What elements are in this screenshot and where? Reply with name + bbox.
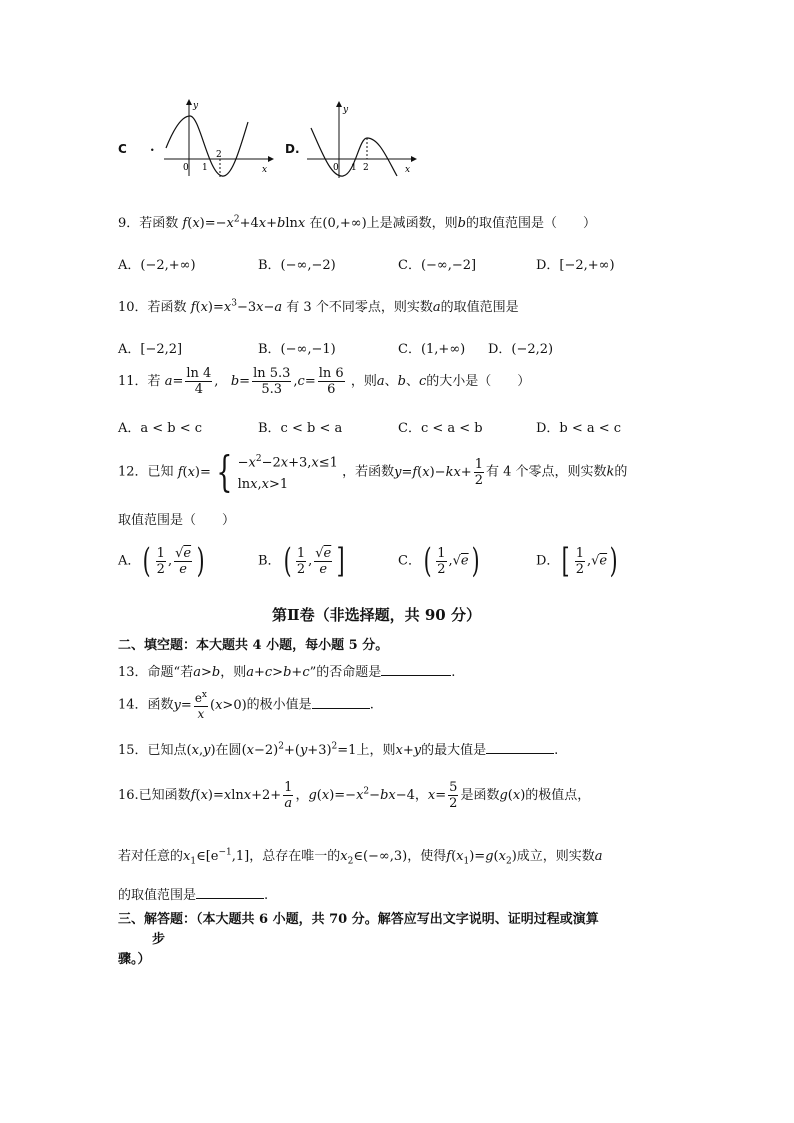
question-16-line3 [118, 884, 268, 903]
q15-end: . [554, 743, 559, 758]
graph-c [160, 98, 280, 180]
q13-text-a: 13．命题“若 [118, 665, 194, 680]
q10-option-c[interactable]: C．(1,+∞) [398, 342, 466, 357]
q15-circle: $(x-2)^2+(y+3)^2=1$ [241, 741, 357, 758]
q12-option-b[interactable]: B．( $\frac{1}{2}$ , $\frac{√e}{e}$ ] [258, 541, 345, 581]
q9-interval: (0,+∞) [322, 216, 367, 231]
q9-option-c[interactable]: C．(−∞,−2] [398, 258, 477, 273]
q9-option-a[interactable]: A．(−2,+∞) [118, 258, 196, 273]
q16-text-c: ， [414, 788, 428, 803]
q12-stem-line2: 取值范围是（ ） [118, 513, 236, 528]
q11-formula: a= $\frac{\ln 4}{4}$ , b= $\frac{\ln 5.3}{5.3}$ ,c= $\frac{\ln 6}{6}$ [164, 366, 344, 397]
graph-d-tick-2: 2 [363, 163, 369, 173]
q12-text-d: 的 [614, 464, 628, 480]
q13-end: . [451, 665, 456, 680]
graph-c-tick-1: 1 [202, 163, 208, 173]
q12-text-c: 有 4 个零点，则实数 [485, 464, 607, 480]
q9-var-b: b [457, 216, 466, 231]
q9-text-b: 在 [309, 216, 323, 231]
q11-text-c: 、 [384, 374, 398, 389]
q12-option-a-label: A． [118, 553, 141, 569]
q13-answer-blank[interactable] [381, 661, 451, 676]
section-2-heading: 二、填空题：本大题共 4 小题，每小题 5 分。 [118, 638, 389, 653]
graph-c-x-label: x [262, 165, 268, 175]
question-9-stem [118, 212, 596, 231]
q14-text-a: 14．函数 [118, 697, 174, 713]
q11-text-b: ，则 [350, 374, 377, 389]
q11-text-e: 的大小是（ ） [426, 374, 531, 389]
q15-answer-blank[interactable] [486, 739, 554, 754]
option-c-label: C [118, 142, 127, 156]
q15-text-d: 的最大值是 [421, 743, 487, 758]
question-11-stem: 11．若 a= $\frac{\ln 4}{4}$ , b= $\frac{\ln 5.3}{5.3}$ ,c= $\frac{\ln 6}{6}$ ，则a、b、c的大小是（ ） [118, 366, 531, 397]
q11-option-c[interactable]: C．c < a < b [398, 421, 483, 436]
graph-c-tick-0: 0 [183, 163, 189, 173]
graph-d-y-label: y [343, 105, 349, 115]
question-14 [118, 688, 374, 722]
graph-c-tick-2: 2 [216, 150, 222, 160]
section-3-heading: 三、解答题：（本大题共 6 小题，共 70 分。解答应写出文字说明、证明过程或演算 [118, 912, 599, 927]
q16-text-g: ，总存在唯一的 [249, 849, 341, 864]
q15-text-c: 上，则 [356, 743, 396, 758]
q15-text-a: 15．已知点 [118, 743, 187, 758]
q10-option-b[interactable]: B．(−∞,−1) [258, 342, 336, 357]
question-16-line1: 16.已知函数f(x)=xlnx+2+ $\frac{1}{a}$ ，$g(x)=-x^2-bx-4$，x= $\frac{5}{2}$ 是函数g(x)的极值点， [118, 780, 591, 811]
part-2-title: 第Ⅱ卷（非选择题，共 90 分） [272, 606, 481, 624]
question-15: 15．已知点(x,y)在圆$(x-2)^2+(y+3)^2=1$上，则x+y的最大值是 . [118, 739, 558, 758]
q10-text-b: 有 3 个不同零点，则实数 [286, 300, 433, 315]
q12-option-c-label: C． [398, 553, 421, 569]
option-c-dot: . [150, 140, 155, 155]
q10-formula: $f(x)=x^3-3x-a$ [190, 298, 283, 315]
q10-option-d[interactable]: D．(−2,2) [488, 342, 554, 357]
graph-d-tick-1: 1 [351, 163, 357, 173]
q12-option-a[interactable]: A．( $\frac{1}{2}$ , $\frac{√e}{e}$ ) [118, 541, 205, 581]
q12-option-d-label: D． [536, 553, 560, 569]
q12-formula: y=f(x)−kx+ $\frac{1}{2}$ [394, 456, 483, 488]
q16-text-a: 16.已知函数 [118, 788, 191, 803]
q16-g: $g(x)=-x^2-bx-4$ [308, 786, 415, 803]
q9-text-c: 上是减函数，则 [366, 216, 458, 231]
q14-formula: y= $\frac{e^x}{x}$ (x>0) [173, 690, 247, 721]
graph-d-x-label: x [405, 165, 411, 175]
q11-option-a[interactable]: A．a < b < c [118, 421, 203, 436]
q16-text-d: 是函数 [460, 788, 500, 803]
q11-text-d: 、 [405, 374, 419, 389]
q9-option-b[interactable]: B．(−∞,−2) [258, 258, 336, 273]
graph-d-tick-0: 0 [333, 163, 339, 173]
graph-d-y-arrow [336, 101, 342, 107]
q16-text-i: 成立，则实数 [516, 849, 595, 864]
section-3-heading-cont: 步 [152, 932, 166, 947]
q12-text-b: ，若函数 [342, 464, 395, 480]
q16-text-h: ，使得 [407, 849, 447, 864]
graph-c-y-label: y [193, 101, 199, 111]
q16-end: . [264, 888, 269, 903]
q9-formula: $f(x)=-x^2+4x+blnx$ [182, 214, 306, 231]
q12-option-b-label: B． [258, 553, 281, 569]
q9-option-d[interactable]: D．[−2,+∞) [536, 258, 615, 273]
q13-text-c: ”的否命题是 [309, 665, 382, 680]
question-12-stem: 12．已知 f(x)= { $-x^2-2x+3,x\le 1$ lnx,x>1 ，若函数y=f(x)−kx+ $\frac{1}{2}$ 有 4 个零点，则实数k的 [118, 447, 628, 497]
q16-f: f(x)=xlnx+2+ $\frac{1}{a}$ [190, 780, 293, 811]
question-10-stem [118, 296, 519, 315]
graph-c-y-arrow [186, 99, 192, 105]
q11-option-d[interactable]: D．b < a < c [536, 421, 622, 436]
q16-text-e: 的极值点， [525, 788, 591, 803]
q11-option-b[interactable]: B．c < b < a [258, 421, 343, 436]
graph-c-x-arrow [268, 156, 274, 162]
question-16-line2: 若对任意的$x_1\in[e^{-1},1]$，总存在唯一的$x_2\in(-\infty,3)$，使得$f(x_1)=g(x_2)$成立，则实数a [118, 847, 603, 867]
q12-option-d[interactable]: D．[ $\frac{1}{2}$ ,√e) [536, 541, 618, 581]
q16-text-f: 若对任意的 [118, 849, 184, 864]
graph-d [303, 100, 423, 182]
q14-answer-blank[interactable] [312, 694, 370, 709]
graph-d-x-arrow [411, 156, 417, 162]
q16-xval: x= $\frac{5}{2}$ [427, 780, 458, 811]
q16-text-b: ， [295, 788, 309, 803]
q10-text-c: 的取值范围是 [440, 300, 519, 315]
section-3-heading-end: 骤。） [118, 952, 151, 967]
option-d-label: D. [285, 142, 300, 156]
q14-text-b: 的极小值是 [246, 697, 312, 713]
q15-text-b: 在圆 [215, 743, 242, 758]
q11-text-a: 11．若 [118, 374, 161, 389]
q13-text-b: ，则 [220, 665, 247, 680]
q9-text-a: 9．若函数 [118, 216, 179, 231]
q12-text-a: 12．已知 [118, 464, 174, 480]
q14-end: . [369, 697, 374, 713]
q9-text-d: 的取值范围是（ ） [466, 216, 597, 231]
q16-text-j: 的取值范围是 [118, 888, 197, 903]
q10-text-a: 10．若函数 [118, 300, 187, 315]
q10-option-a[interactable]: A．[−2,2] [118, 342, 183, 357]
q12-piecewise: f(x)= { $-x^2-2x+3,x\le 1$ lnx,x>1 [177, 447, 338, 497]
q10-var-a: a [432, 300, 441, 315]
q16-answer-blank[interactable] [196, 884, 264, 899]
question-13: 13．命题“若a>b，则a+c>b+c”的否命题是 . [118, 661, 455, 680]
q12-option-c[interactable]: C．( $\frac{1}{2}$ ,√e) [398, 541, 480, 581]
